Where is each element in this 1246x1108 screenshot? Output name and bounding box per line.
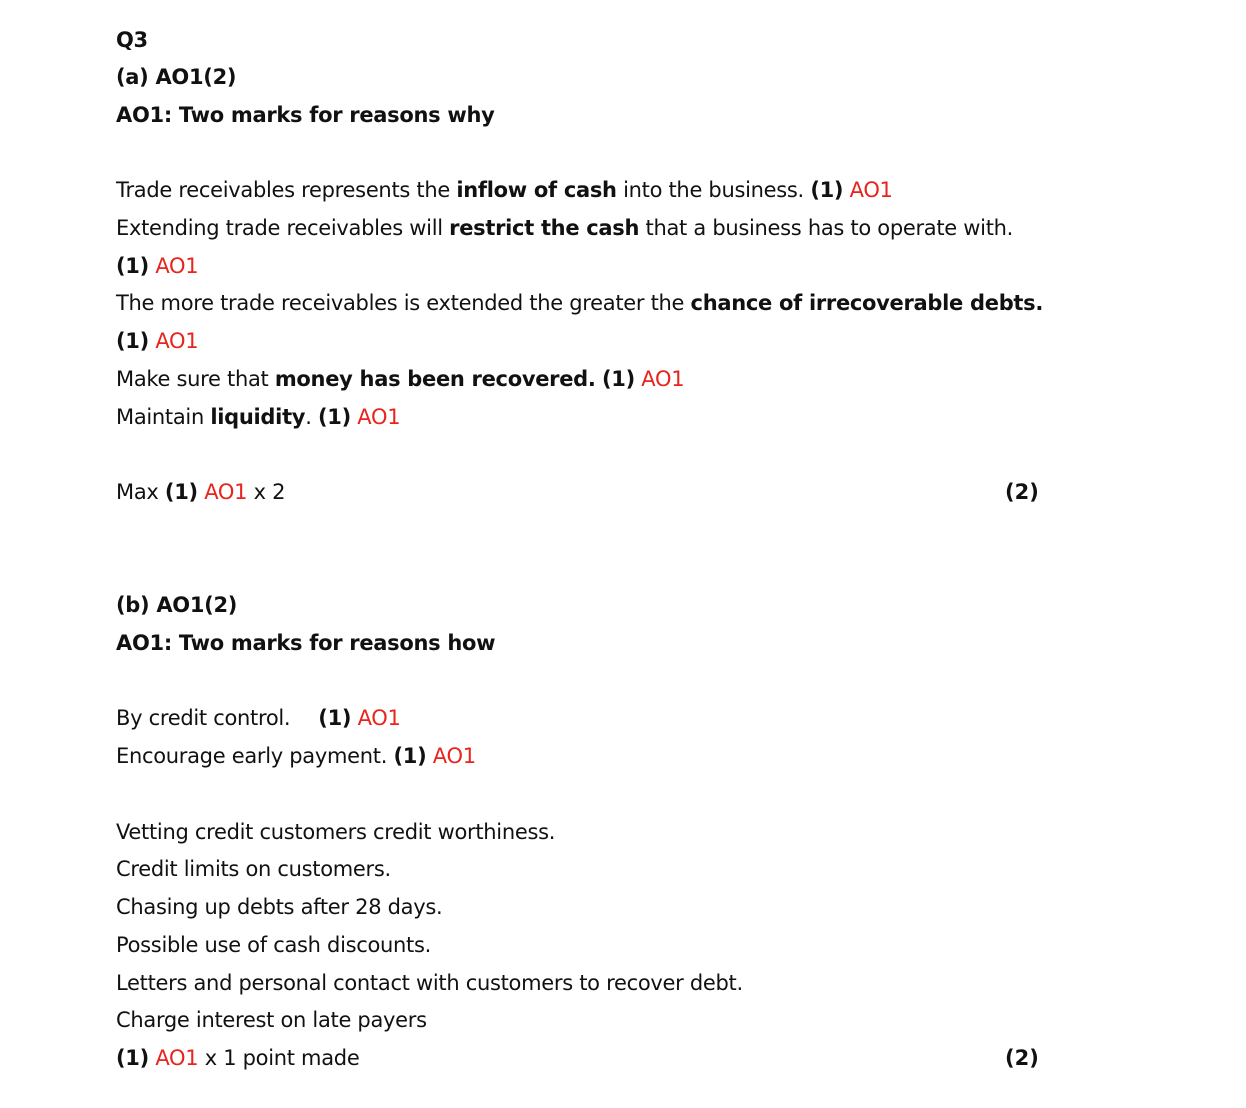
part-a-line-3: (1) AO1 — [116, 254, 199, 278]
part-b-point: Credit limits on customers. — [116, 857, 391, 881]
part-b-heading: (b) AO1(2) — [116, 593, 238, 617]
part-a-line-5: (1) AO1 — [116, 329, 199, 353]
part-b-point: Possible use of cash discounts. — [116, 933, 432, 957]
part-a-subheading: AO1: Two marks for reasons why — [116, 103, 495, 127]
part-a-line-4: The more trade receivables is extended the greater the chance of irrecoverable debts. — [116, 291, 1044, 315]
part-a-line-7: Maintain liquidity. (1) AO1 — [116, 405, 401, 429]
part-a-line-6: Make sure that money has been recovered. (1) AO1 — [116, 367, 685, 391]
part-b-final-marks: (1) AO1 x 1 point made — [116, 1046, 360, 1070]
question-number: Q3 — [116, 28, 148, 52]
part-b-point: Chasing up debts after 28 days. — [116, 895, 443, 919]
part-b-point: Letters and personal contact with customers to recover debt. — [116, 971, 743, 995]
part-a-heading: (a) AO1(2) — [116, 65, 237, 89]
part-b-point: Vetting credit customers credit worthiness. — [116, 820, 556, 844]
part-b-line-1: By credit control. (1) AO1 — [116, 706, 401, 730]
part-a-max-marks: Max (1) AO1 x 2 — [116, 480, 286, 504]
part-b-point: Charge interest on late payers — [116, 1008, 427, 1032]
part-b-subheading: AO1: Two marks for reasons how — [116, 631, 496, 655]
part-a-line-1: Trade receivables represents the inflow of cash into the business. (1) AO1 — [116, 178, 893, 202]
part-b-line-2: Encourage early payment. (1) AO1 — [116, 744, 476, 768]
part-a-line-2: Extending trade receivables will restrict the cash that a business has to operate with. — [116, 216, 1014, 240]
part-a-total-marks: (2) — [1005, 480, 1039, 504]
part-b-total-marks: (2) — [1005, 1046, 1039, 1070]
